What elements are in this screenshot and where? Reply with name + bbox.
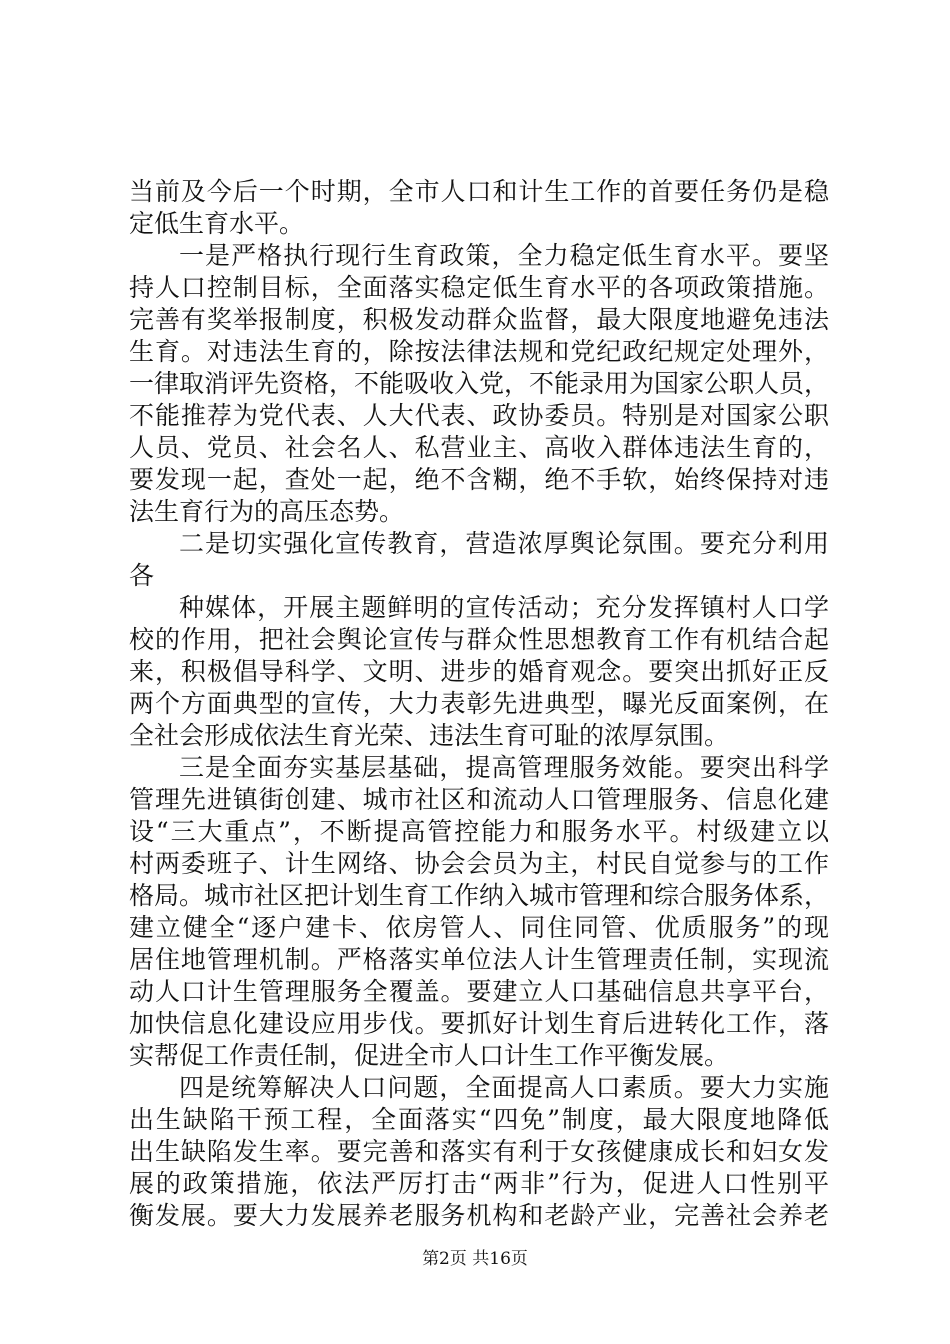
text-line: 动人口计生管理服务全覆盖。要建立人口基础信息共享平台，: [129, 977, 829, 1006]
text-line: 全社会形成依法生育光荣、违法生育可耻的浓厚氛围。: [129, 721, 730, 750]
text-line: 二是切实强化宣传教育，营造浓厚舆论氛围。要充分利用: [179, 529, 829, 558]
page-footer: [0, 1244, 950, 1269]
page-number: 第2页 共16页: [422, 1249, 528, 1269]
text-line: 三是全面夯实基层基础，提高管理服务效能。要突出科学: [179, 753, 829, 782]
text-line: 两个方面典型的宣传，大力表彰先进典型，曝光反面案例，在: [129, 689, 829, 718]
text-line: 各: [129, 561, 155, 590]
text-line: 完善有奖举报制度，积极发动群众监督，最大限度地避免违法: [129, 305, 829, 334]
text-line: 衡发展。要大力发展养老服务机构和老龄产业，完善社会养老: [129, 1201, 829, 1230]
text-line: 加快信息化建设应用步伐。要抓好计划生育后进转化工作，落: [129, 1009, 829, 1038]
text-line: 校的作用，把社会舆论宣传与群众性思想教育工作有机结合起: [129, 625, 829, 654]
text-line: 要发现一起，查处一起，绝不含糊，绝不手软，始终保持对违: [129, 465, 829, 494]
text-line: 出生缺陷发生率。要完善和落实有利于女孩健康成长和妇女发: [129, 1137, 829, 1166]
text-line: 一是严格执行现行生育政策，全力稳定低生育水平。要坚: [179, 241, 829, 270]
text-line: 定低生育水平。: [129, 209, 305, 238]
text-line: 展的政策措施，依法严厉打击“两非”行为，促进人口性别平: [129, 1169, 829, 1198]
text-line: 居住地管理机制。严格落实单位法人计生管理责任制，实现流: [129, 945, 829, 974]
text-line: 当前及今后一个时期，全市人口和计生工作的首要任务仍是稳: [129, 177, 829, 206]
text-line: 生育。对违法生育的，除按法律法规和党纪政纪规定处理外，: [129, 337, 829, 366]
text-line: 一律取消评先资格，不能吸收入党，不能录用为国家公职人员，: [129, 369, 829, 398]
text-line: 种媒体，开展主题鲜明的宣传活动；充分发挥镇村人口学: [179, 593, 829, 622]
text-line: 管理先进镇街创建、城市社区和流动人口管理服务、信息化建: [129, 785, 829, 814]
text-line: 设“三大重点”，不断提高管控能力和服务水平。村级建立以: [129, 817, 829, 846]
document-body: [129, 176, 829, 1232]
text-line: 村两委班子、计生网络、协会会员为主，村民自觉参与的工作: [129, 849, 829, 878]
text-line: 持人口控制目标，全面落实稳定低生育水平的各项政策措施。: [129, 273, 829, 302]
text-line: 实帮促工作责任制，促进全市人口计生工作平衡发展。: [129, 1041, 730, 1070]
text-line: 法生育行为的高压态势。: [129, 497, 405, 526]
text-line: 出生缺陷干预工程，全面落实“四免”制度，最大限度地降低: [129, 1105, 829, 1134]
text-line: 建立健全“逐户建卡、依房管人、同住同管、优质服务”的现: [129, 913, 829, 942]
text-line: 格局。城市社区把计划生育工作纳入城市管理和综合服务体系，: [129, 881, 829, 910]
text-line: 人员、党员、社会名人、私营业主、高收入群体违法生育的，: [129, 433, 829, 462]
text-line: 不能推荐为党代表、人大代表、政协委员。特别是对国家公职: [129, 401, 829, 430]
text-line: 来，积极倡导科学、文明、进步的婚育观念。要突出抓好正反: [129, 657, 829, 686]
text-line: 四是统筹解决人口问题，全面提高人口素质。要大力实施: [179, 1073, 829, 1102]
